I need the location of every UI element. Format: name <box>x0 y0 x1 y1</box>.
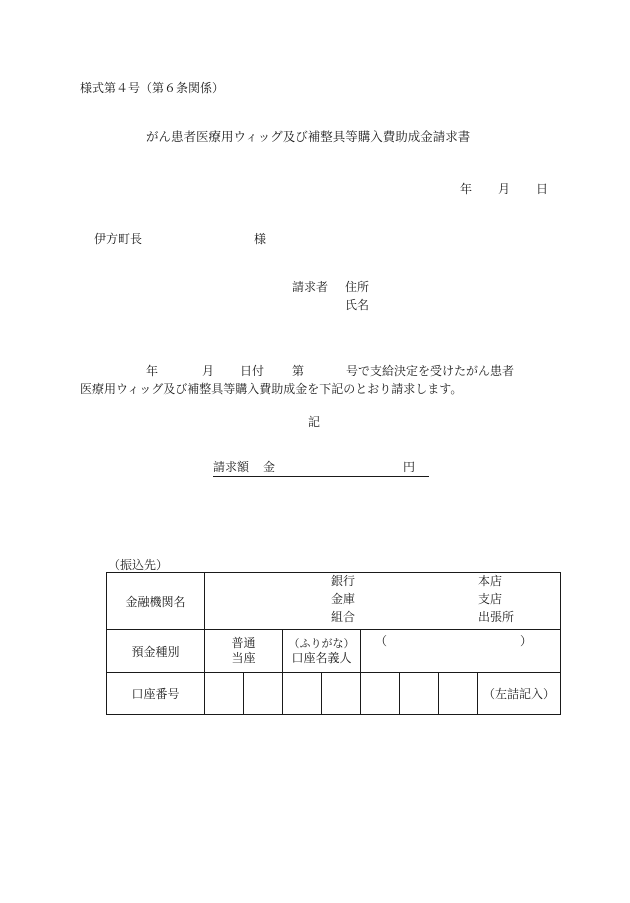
account-digit-box[interactable] <box>361 673 400 715</box>
date-year-label: 年 <box>459 182 472 196</box>
body-line-2: 医療用ウィッグ及び補整具等購入費助成金を下記のとおり請求します。 <box>80 382 463 396</box>
body-line-1 <box>80 363 550 379</box>
addressee-name: 伊方町長 <box>94 232 143 246</box>
account-digit-box[interactable] <box>244 673 283 715</box>
addressee-honorific: 様 <box>254 232 267 246</box>
paren-open: （ <box>375 634 388 648</box>
union-option: 組合 <box>331 610 356 624</box>
claimant-name-label: 氏名 <box>345 298 370 312</box>
body-dai: 第 <box>292 364 305 378</box>
shinkin-option: 金庫 <box>331 592 356 606</box>
current-option: 当座 <box>231 651 256 665</box>
account-digit-box[interactable] <box>205 673 244 715</box>
institution-label: 金融機関名 <box>107 573 205 630</box>
body-year: 年 <box>146 364 159 378</box>
transfer-destination-label: （振込先） <box>108 558 169 572</box>
date-line <box>460 181 548 197</box>
account-digit-box[interactable] <box>283 673 322 715</box>
yen-label: 円 <box>403 460 416 474</box>
institution-field[interactable] <box>205 573 561 630</box>
bank-info-table <box>106 572 561 715</box>
claim-amount-line <box>213 459 429 477</box>
account-number-label: 口座番号 <box>107 673 205 715</box>
body-day-dated: 日付 <box>240 364 265 378</box>
account-digit-box[interactable] <box>439 673 478 715</box>
head-office-option: 本店 <box>478 574 503 588</box>
claim-amount-label: 請求額 <box>213 460 250 474</box>
branch-option: 支店 <box>478 592 503 606</box>
claimant-address-label: 住所 <box>345 280 370 294</box>
account-digit-box[interactable] <box>400 673 439 715</box>
left-align-note: （左詰記入） <box>478 673 561 715</box>
date-day-label: 日 <box>535 182 548 196</box>
deposit-type-options[interactable] <box>205 630 283 673</box>
ordinary-option: 普通 <box>231 636 256 650</box>
account-digit-box[interactable] <box>322 673 361 715</box>
furigana-label: （ふりがな） <box>288 637 355 650</box>
kin-label: 金 <box>263 460 276 474</box>
document-title: がん患者医療用ウィッグ及び補整具等購入費助成金請求書 <box>146 129 471 144</box>
date-month-label: 月 <box>497 182 510 196</box>
sub-branch-option: 出張所 <box>478 610 515 624</box>
addressee <box>94 231 267 247</box>
account-holder-label-cell <box>283 630 361 673</box>
form-number: 様式第４号（第６条関係） <box>80 81 225 95</box>
claimant-label: 請求者 <box>292 280 329 294</box>
account-holder-field[interactable] <box>361 630 561 673</box>
ki-marker: 記 <box>308 415 321 429</box>
deposit-type-label: 預金種別 <box>107 630 205 673</box>
body-month: 月 <box>202 364 215 378</box>
bank-option: 銀行 <box>331 574 356 588</box>
body-rest: 号で支給決定を受けたがん患者 <box>346 364 515 378</box>
account-holder-label: 口座名義人 <box>291 651 352 665</box>
paren-close: ） <box>519 634 532 648</box>
